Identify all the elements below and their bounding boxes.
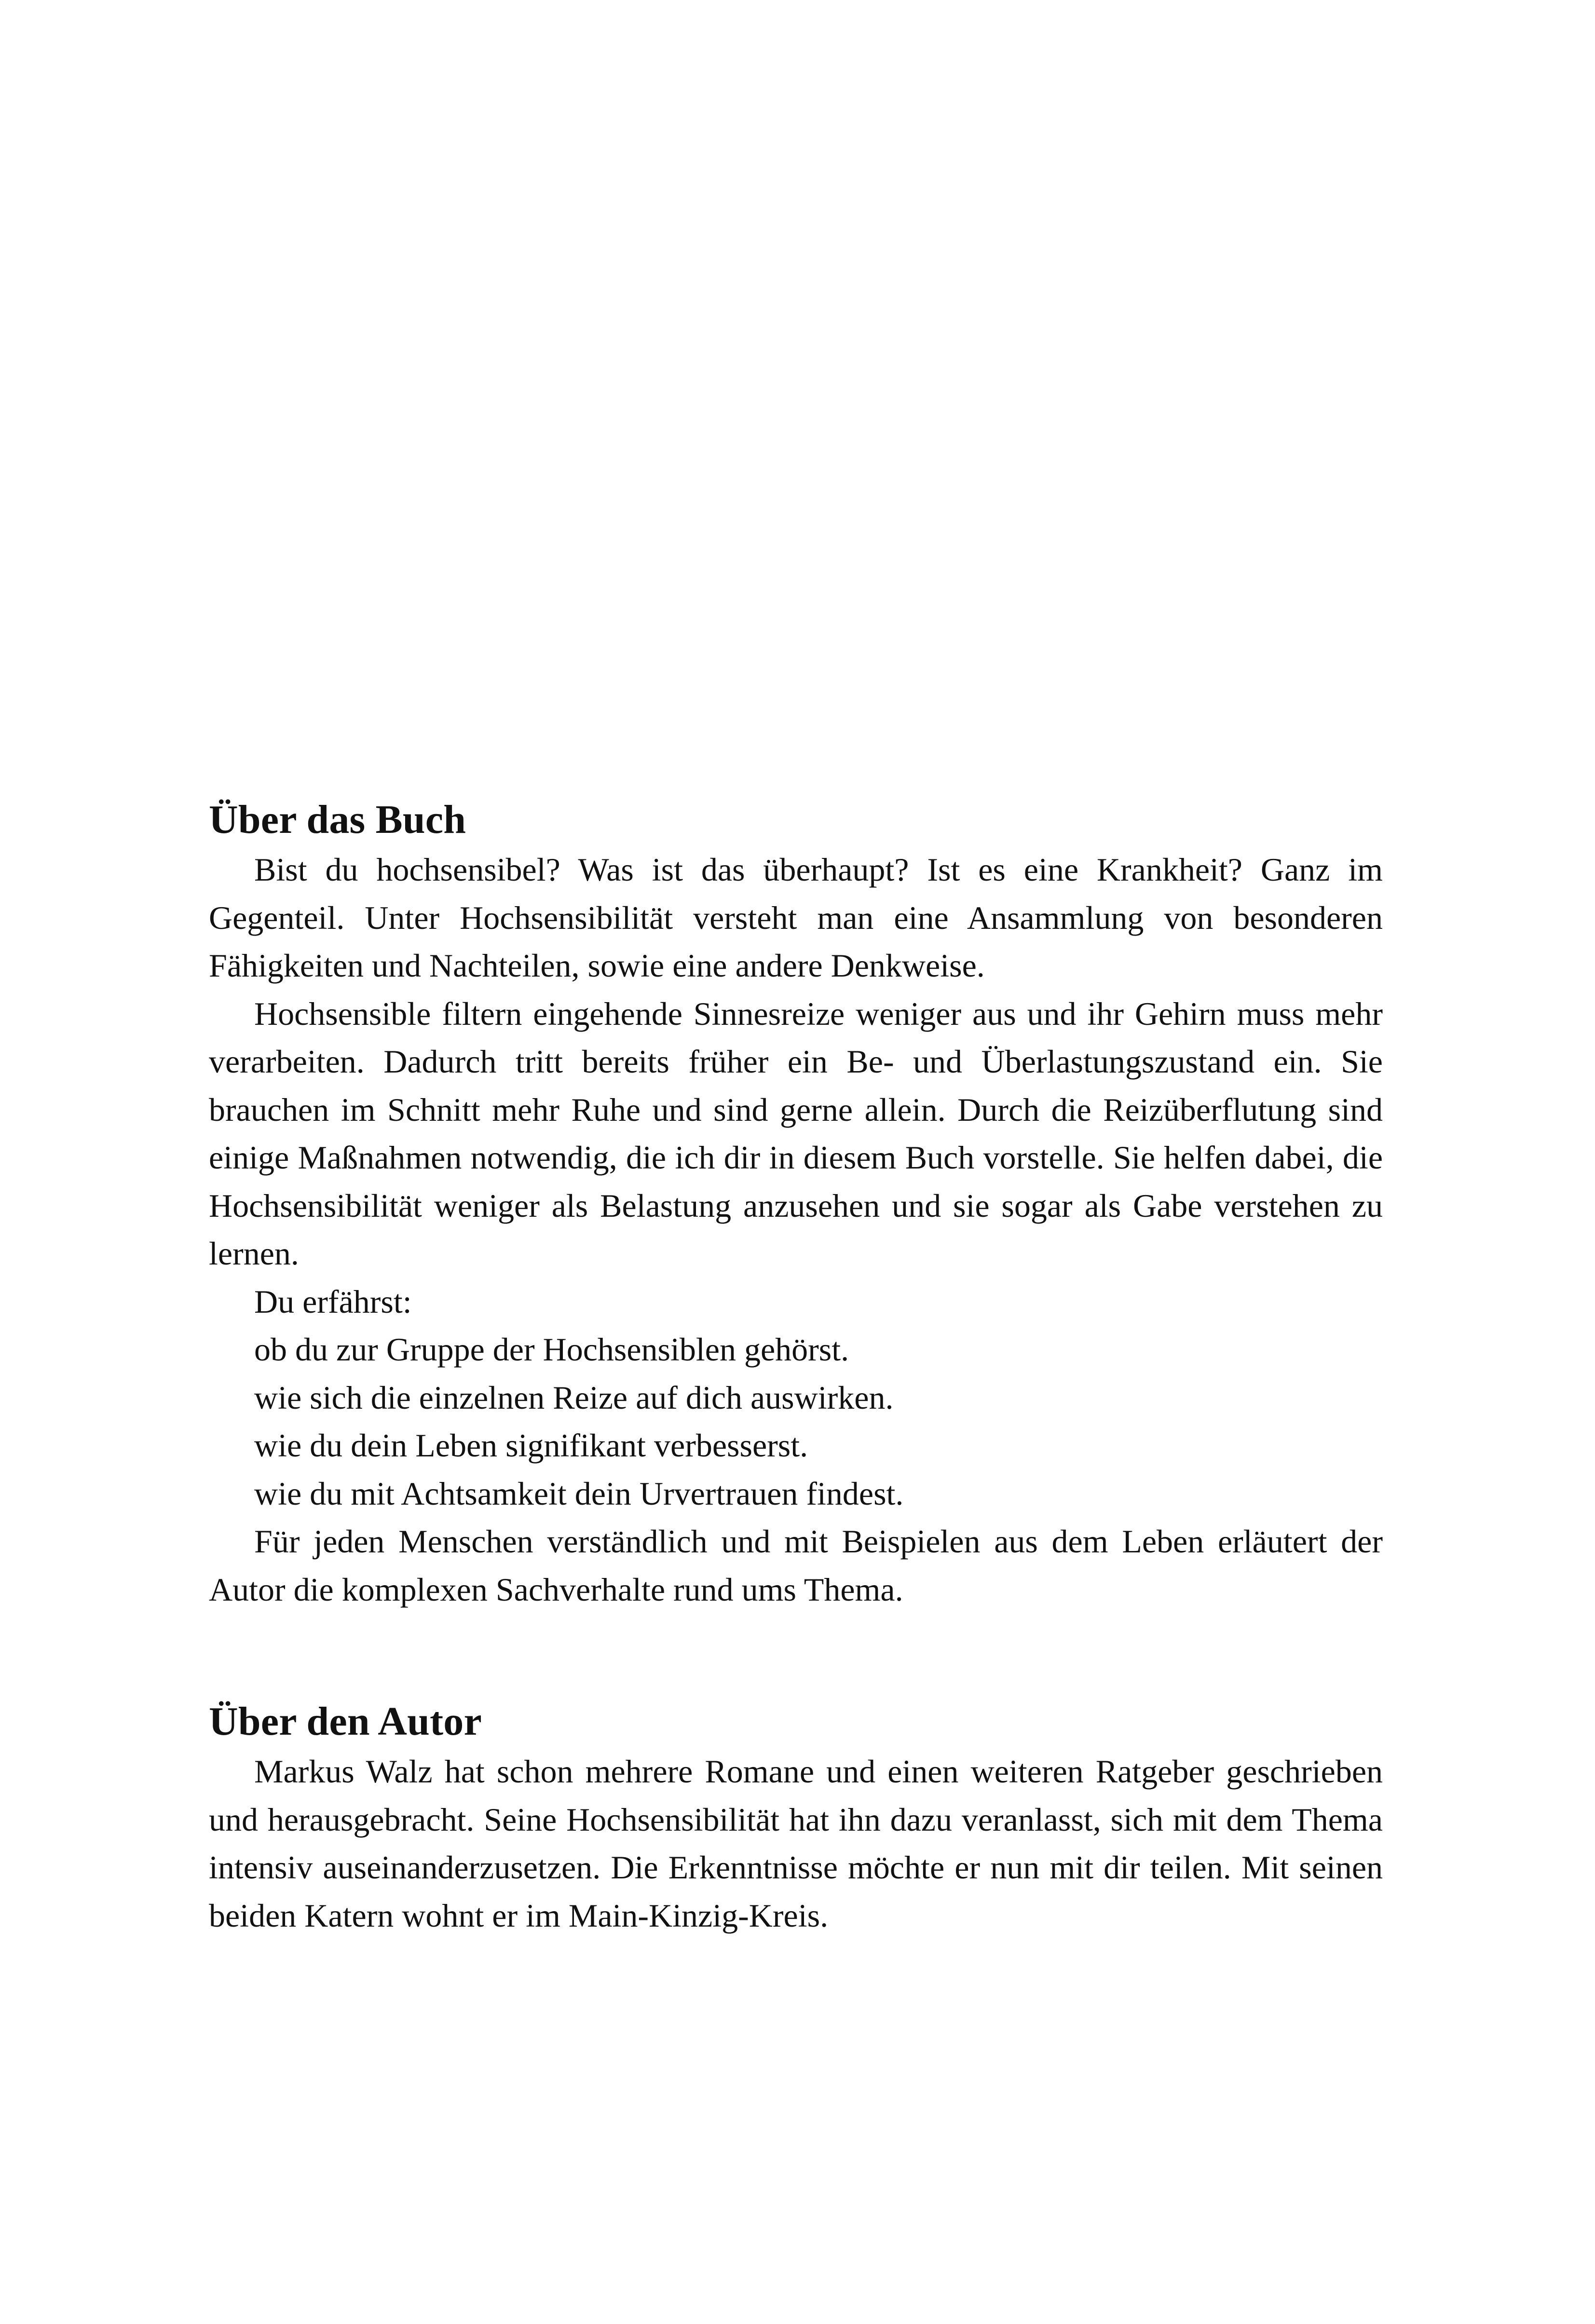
list-item: wie sich die einzelnen Reize auf dich auswirken. xyxy=(254,1379,894,1416)
about-book-heading: Über das Buch xyxy=(209,797,466,842)
about-author-section xyxy=(209,1698,1383,1940)
about-book-section xyxy=(209,796,1383,1614)
book-paragraph-intro: Bist du hochsensibel? Was ist das überhaupt? Ist es eine Krankheit? Ganz im Gegenteil. Unter Hochsensibilität versteht man eine Ansammlung von besonderen Fähigkeiten und Nachteilen, sowie eine andere Denkweise. xyxy=(209,851,1383,984)
book-paragraph-list-intro: Du erfährst: xyxy=(254,1283,412,1320)
list-item: wie du dein Leben signifikant verbesserst. xyxy=(254,1427,808,1464)
list-item: ob du zur Gruppe der Hochsensiblen gehörst. xyxy=(254,1331,849,1368)
about-author-heading: Über den Autor xyxy=(209,1699,482,1744)
list-item: wie du mit Achtsamkeit dein Urvertrauen findest. xyxy=(254,1475,904,1512)
book-paragraph-description: Hochsensible filtern eingehende Sinnesreize weniger aus und ihr Gehirn muss mehr verarbeiten. Dadurch tritt bereits früher ein Be- und Überlastungszustand ein. Sie brauchen im Schnitt mehr Ruhe und sind gerne allein. Durch die Reizüberflutung sind einige Maßnahmen notwendig, die ich dir in diesem Buch vorstelle. Sie helfen dabei, die Hochsensibilität weniger als Belastung anzusehen und sie sogar als Gabe verstehen zu lernen. xyxy=(209,995,1383,1272)
book-benefits-list xyxy=(209,1326,1383,1518)
author-paragraph: Markus Walz hat schon mehrere Romane und einen weiteren Ratgeber geschrieben und herausgebracht. Seine Hochsensibilität hat ihn dazu veranlasst, sich mit dem Thema intensiv auseinanderzusetzen. Die Erkenntnisse möchte er nun mit dir teilen. Mit seinen beiden Katern wohnt er im Main-Kinzig-Kreis. xyxy=(209,1753,1383,1934)
book-paragraph-closing: Für jeden Menschen verständlich und mit Beispielen aus dem Leben erläutert der Autor die komplexen Sachverhalte rund ums Thema. xyxy=(209,1523,1383,1608)
